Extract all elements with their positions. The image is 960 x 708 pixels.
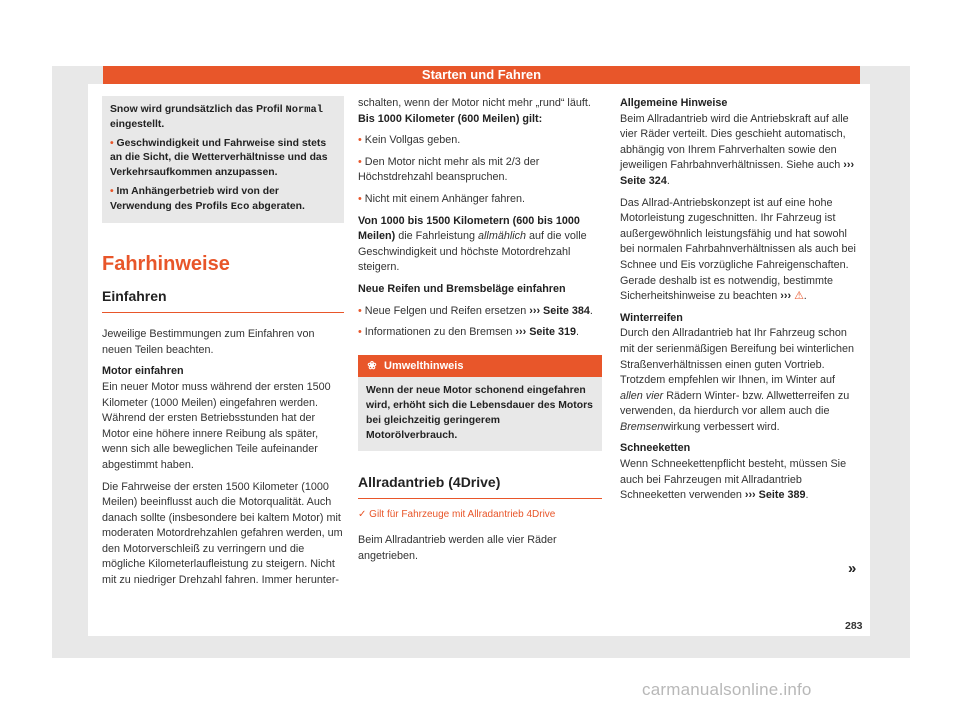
watermark: carmanualsonline.info (642, 680, 812, 699)
bullet-item: • Kein Vollgas geben. (358, 134, 461, 147)
page-link[interactable]: ››› Seite 384 (529, 304, 590, 317)
paragraph: Durch den Allradantrieb hat Ihr Fahrzeug schon mit der serienmäßigen Bereifung bei winterlichen Straßenverhältnissen einen guten Vortrieb. Trotzdem empfehlen wir Ihnen, im Winter auf allen vier Rädern Winter- bzw. Allwetterreifen zu verwenden, da hierdurch vor allem auch die Bremsenwirkung verbessert wird. (620, 327, 855, 433)
motor-heading: Motor einfahren (102, 365, 184, 378)
info-box-bullet: • Im Anhängerbetrieb wird von der Verwendung des Profils Eco abgeraten. (110, 185, 305, 213)
bullet-item: • Neue Felgen und Reifen ersetzen ››› Seite 384. (358, 304, 593, 317)
paragraph: schalten, wenn der Motor nicht mehr „rund“ läuft. Bis 1000 Kilometer (600 Meilen) gilt: (358, 97, 591, 125)
info-box (102, 96, 344, 223)
motor-paragraph: Ein neuer Motor muss während der ersten 1500 Kilometer (1000 Meilen) eingefahren werden. Während der ersten Betriebsstunden hat der Motor eine höhere innere Reibung als später, wenn sich alle beweglichen Teile aufeinander abgestimmt haben. (102, 380, 331, 471)
paragraph: Von 1000 bis 1500 Kilometern (600 bis 1000 Meilen) die Fahrleistung allmählich auf die volle Geschwindigkeit und höchste Motordrehzahl steigern. (358, 214, 587, 274)
page-number: 283 (845, 620, 863, 632)
winter-heading: Winterreifen (620, 311, 683, 324)
info-box-bullet: • Geschwindigkeit und Fahrweise sind stets an die Sicht, die Wetterverhältnisse und das Verkehrsaufkommen anzupassen. (110, 137, 328, 179)
general-heading: Allgemeine Hinweise (620, 97, 728, 109)
info-box-line: Snow wird grundsätzlich das Profil Normal eingestellt. (110, 104, 323, 130)
page-link[interactable]: ››› Seite 319 (515, 326, 577, 339)
environment-note-header: ❀ Umwelthinweis (358, 355, 602, 377)
intro-text: Jeweilige Bestimmungen zum Einfahren von neuen Teilen beachten. (102, 328, 315, 356)
bullet-item: • Den Motor nicht mehr als mit 2/3 der Höchstdrehzahl beanspruchen. (358, 155, 540, 184)
subsection-title: Allradantrieb (4Drive) (358, 475, 602, 500)
paragraph: Wenn Schneekettenpflicht besteht, müssen Sie auch bei Fahrzeugen mit Allradantrieb Schneeketten verwenden ››› Seite 389. (620, 458, 847, 502)
chains-heading: Schneeketten (620, 442, 691, 455)
paragraph: Das Allrad-Antriebskonzept ist auf eine hohe Motorleistung zugeschnitten. Ihr Fahrzeug ist außergewöhnlich leistungsfähig und hat sowohl bei normalen Fahrbahnverhältnissen als auch bei Schnee und Eis vorzügliche Fahreigenschaften. Gerade deshalb ist es notwendig, bestimmte Sicherheitshinweise zu beachten ››› ⚠. (620, 196, 856, 303)
intro-text: Beim Allradantrieb werden alle vier Räder angetrieben. (358, 533, 557, 562)
page-link[interactable]: ››› Seite 324 (620, 159, 855, 187)
column-middle (358, 96, 602, 570)
paragraph: Beim Allradantrieb wird die Antriebskraft auf alle vier Räder verteilt. Dies geschieht automatisch, abhängig von Ihrem Fahrverhalten sowie den jeweiligen Fahrbahnverhältnissen. Siehe auch ››› Seite 324. (620, 112, 855, 187)
column-left (102, 96, 344, 595)
page-link[interactable]: ››› Seite 389 (744, 489, 806, 502)
bullet-item: • Nicht mit einem Anhänger fahren. (358, 192, 526, 205)
motor-paragraph: Die Fahrweise der ersten 1500 Kilometer (1000 Meilen) beeinflusst auch die Motorqualität. Auch danach sollte (insbesondere bei kaltem Motor) mit moderaten Motordrehzahlen gefahren werden, um den Motorverschleiß zu verringern und die mögliche Kilometerlaufleistung zu steigern. Nicht mit zu niedriger Drehzahl fahren. Immer herunter- (102, 480, 343, 587)
environment-note-text: Wenn der neue Motor schonend eingefahren wird, erhöht sich die Lebensdauer des Motors bei gleichzeitig geringerem Motorölverbrauch. (366, 384, 593, 441)
warning-icon: ⚠ (794, 290, 804, 303)
leaf-icon: ❀ (367, 359, 377, 372)
warning-link[interactable]: ››› (780, 290, 792, 303)
check-icon: ✓ (358, 509, 370, 521)
subsection-title: Einfahren (102, 289, 344, 314)
column-right (620, 96, 860, 510)
tires-heading: Neue Reifen und Bremsbeläge einfahren (358, 282, 566, 295)
bullet-item: • Informationen zu den Bremsen ››› Seite 319. (358, 326, 580, 339)
environment-note (358, 355, 602, 451)
chapter-header: Starten und Fahren (103, 66, 860, 84)
continue-marker: » (848, 560, 857, 577)
section-title: Fahrhinweise (102, 252, 230, 275)
applies-to: ✓ Gilt für Fahrzeuge mit Allradantrieb 4Drive (358, 509, 556, 521)
